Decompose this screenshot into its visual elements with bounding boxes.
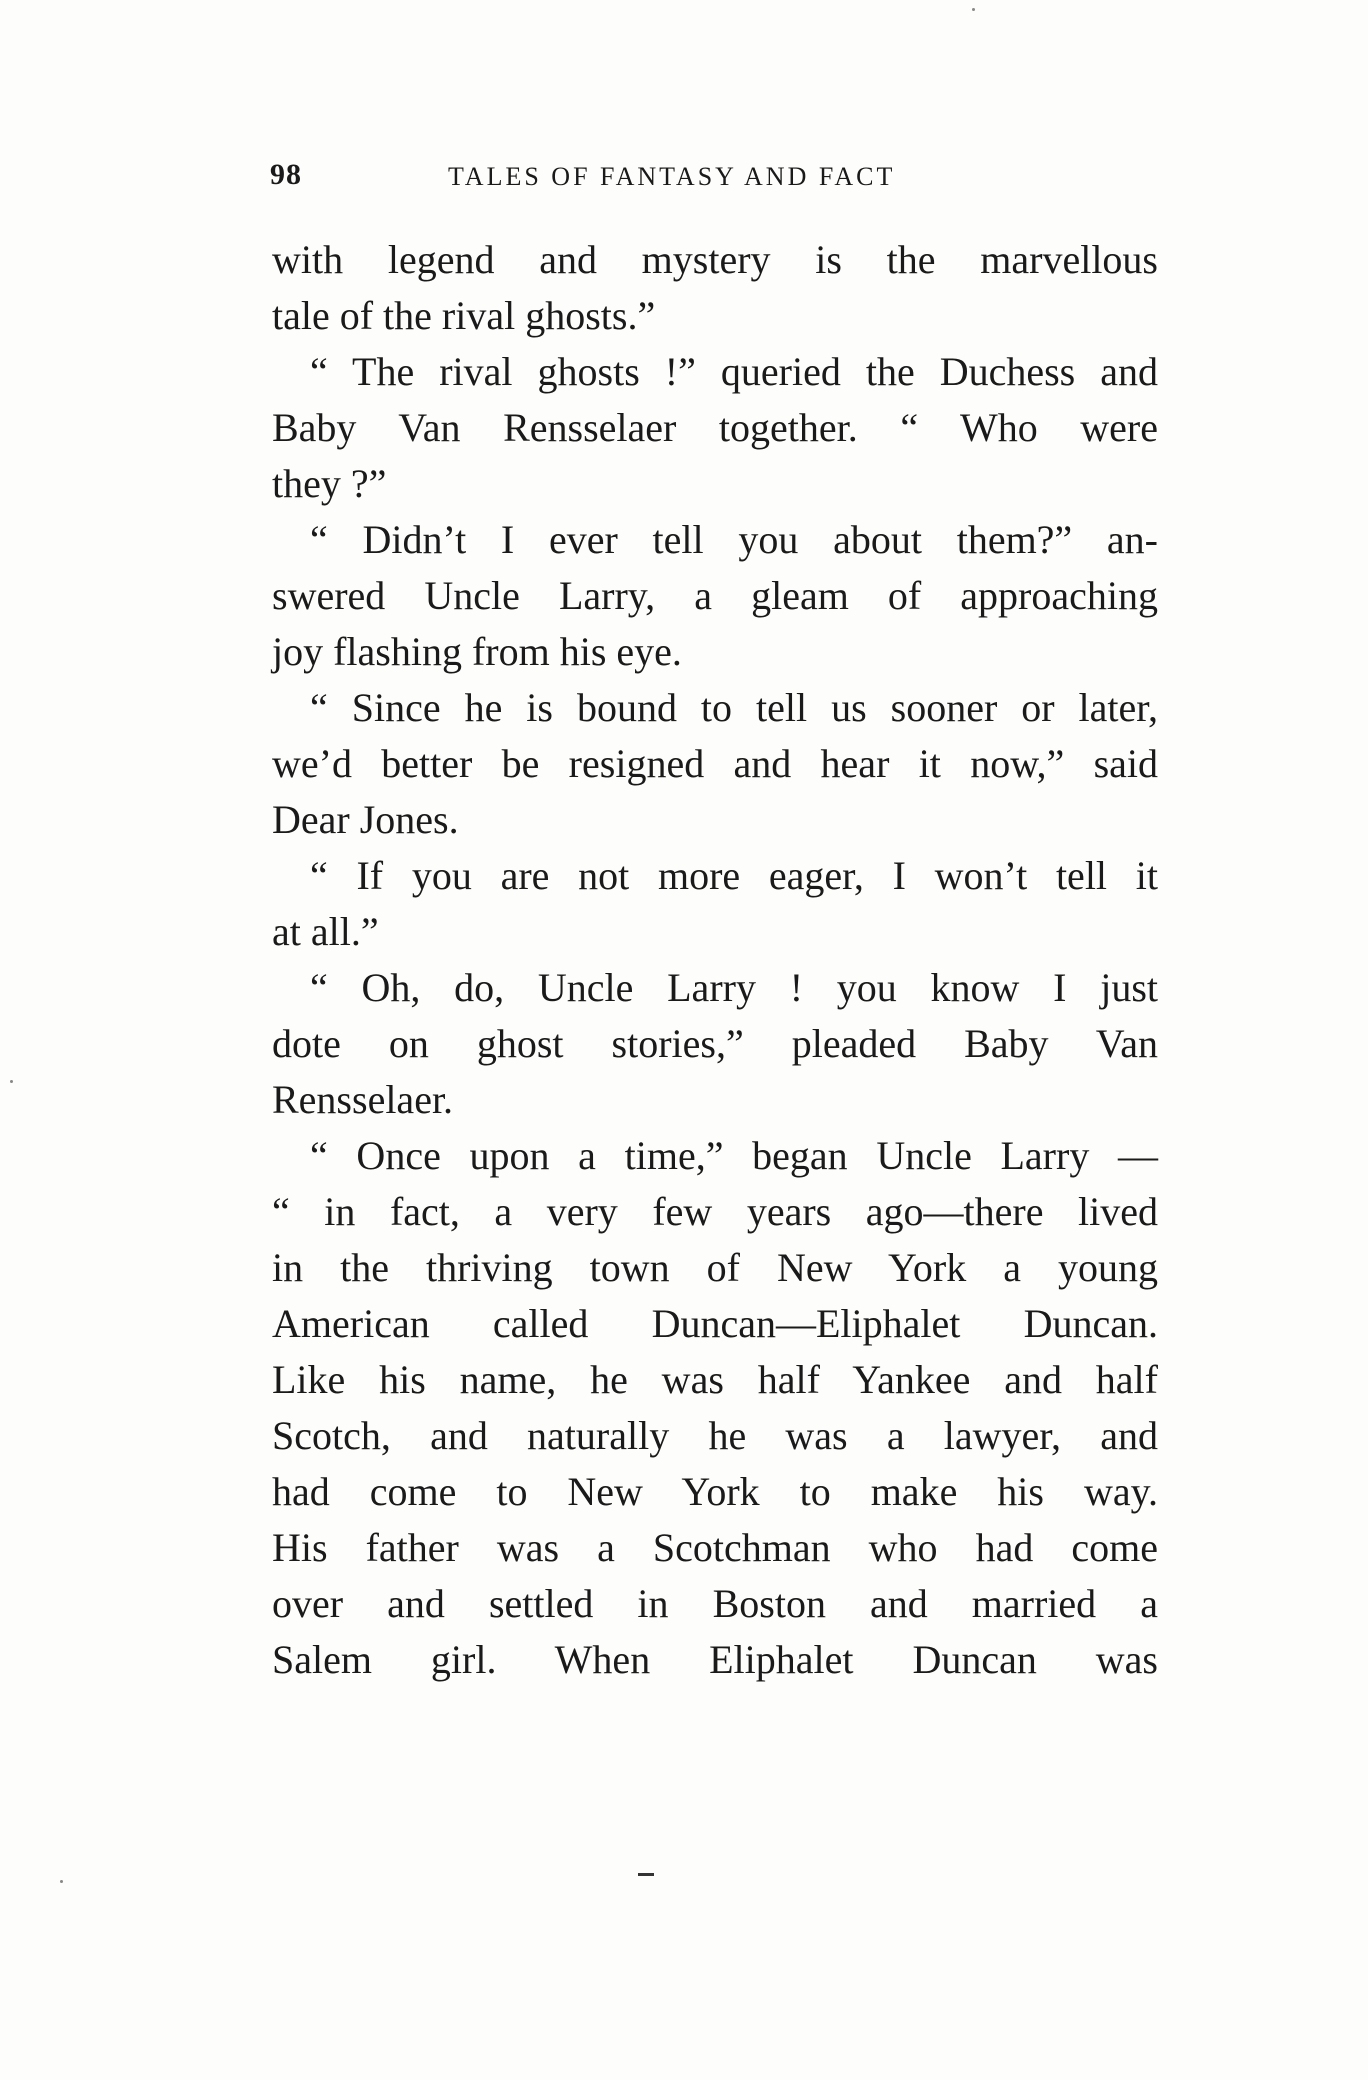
text-line: “ in fact, a very few years ago—there lived: [272, 1189, 1158, 1234]
text-line: swered Uncle Larry, a gleam of approaching: [272, 573, 1158, 618]
paper-speck: [60, 1880, 63, 1883]
text-line: “ Since he is bound to tell us sooner or later,: [310, 685, 1158, 730]
text-line: dote on ghost stories,” pleaded Baby Van: [272, 1021, 1158, 1066]
text-line: tale of the rival ghosts.”: [272, 293, 656, 338]
text-line: “ Once upon a time,” began Uncle Larry —: [310, 1133, 1158, 1178]
text-line: American called Duncan—Eliphalet Duncan.: [272, 1301, 1158, 1346]
text-line: Salem girl. When Eliphalet Duncan was: [272, 1637, 1158, 1682]
text-line: Rensselaer.: [272, 1077, 454, 1122]
text-line: they ?”: [272, 461, 387, 506]
paper-speck: [10, 1080, 13, 1083]
page-header: [270, 158, 1170, 208]
text-line: over and settled in Boston and married a: [272, 1581, 1158, 1626]
text-line: had come to New York to make his way.: [272, 1469, 1158, 1514]
page-number: 98: [270, 158, 302, 191]
text-line: at all.”: [272, 909, 379, 954]
text-line: Baby Van Rensselaer together. “ Who were: [272, 405, 1158, 450]
text-line: “ The rival ghosts !” queried the Duchess and: [310, 349, 1158, 394]
text-line: Scotch, and naturally he was a lawyer, and: [272, 1413, 1158, 1458]
paper-speck: [972, 8, 975, 11]
text-line: “ If you are not more eager, I won’t tell it: [310, 853, 1158, 898]
running-title: TALES OF FANTASY AND FACT: [448, 162, 896, 191]
text-line: “ Didn’t I ever tell you about them?” an-: [310, 517, 1158, 562]
text-line: Like his name, he was half Yankee and half: [272, 1357, 1158, 1402]
text-line: His father was a Scotchman who had come: [272, 1525, 1158, 1570]
text-line: with legend and mystery is the marvellous: [272, 237, 1158, 282]
text-line: “ Oh, do, Uncle Larry ! you know I just: [310, 965, 1158, 1010]
printer-mark: [638, 1873, 654, 1876]
text-line: Dear Jones.: [272, 797, 459, 842]
text-line: in the thriving town of New York a young: [272, 1245, 1158, 1290]
text-line: we’d better be resigned and hear it now,” said: [272, 741, 1158, 786]
text-line: joy flashing from his eye.: [272, 629, 682, 674]
